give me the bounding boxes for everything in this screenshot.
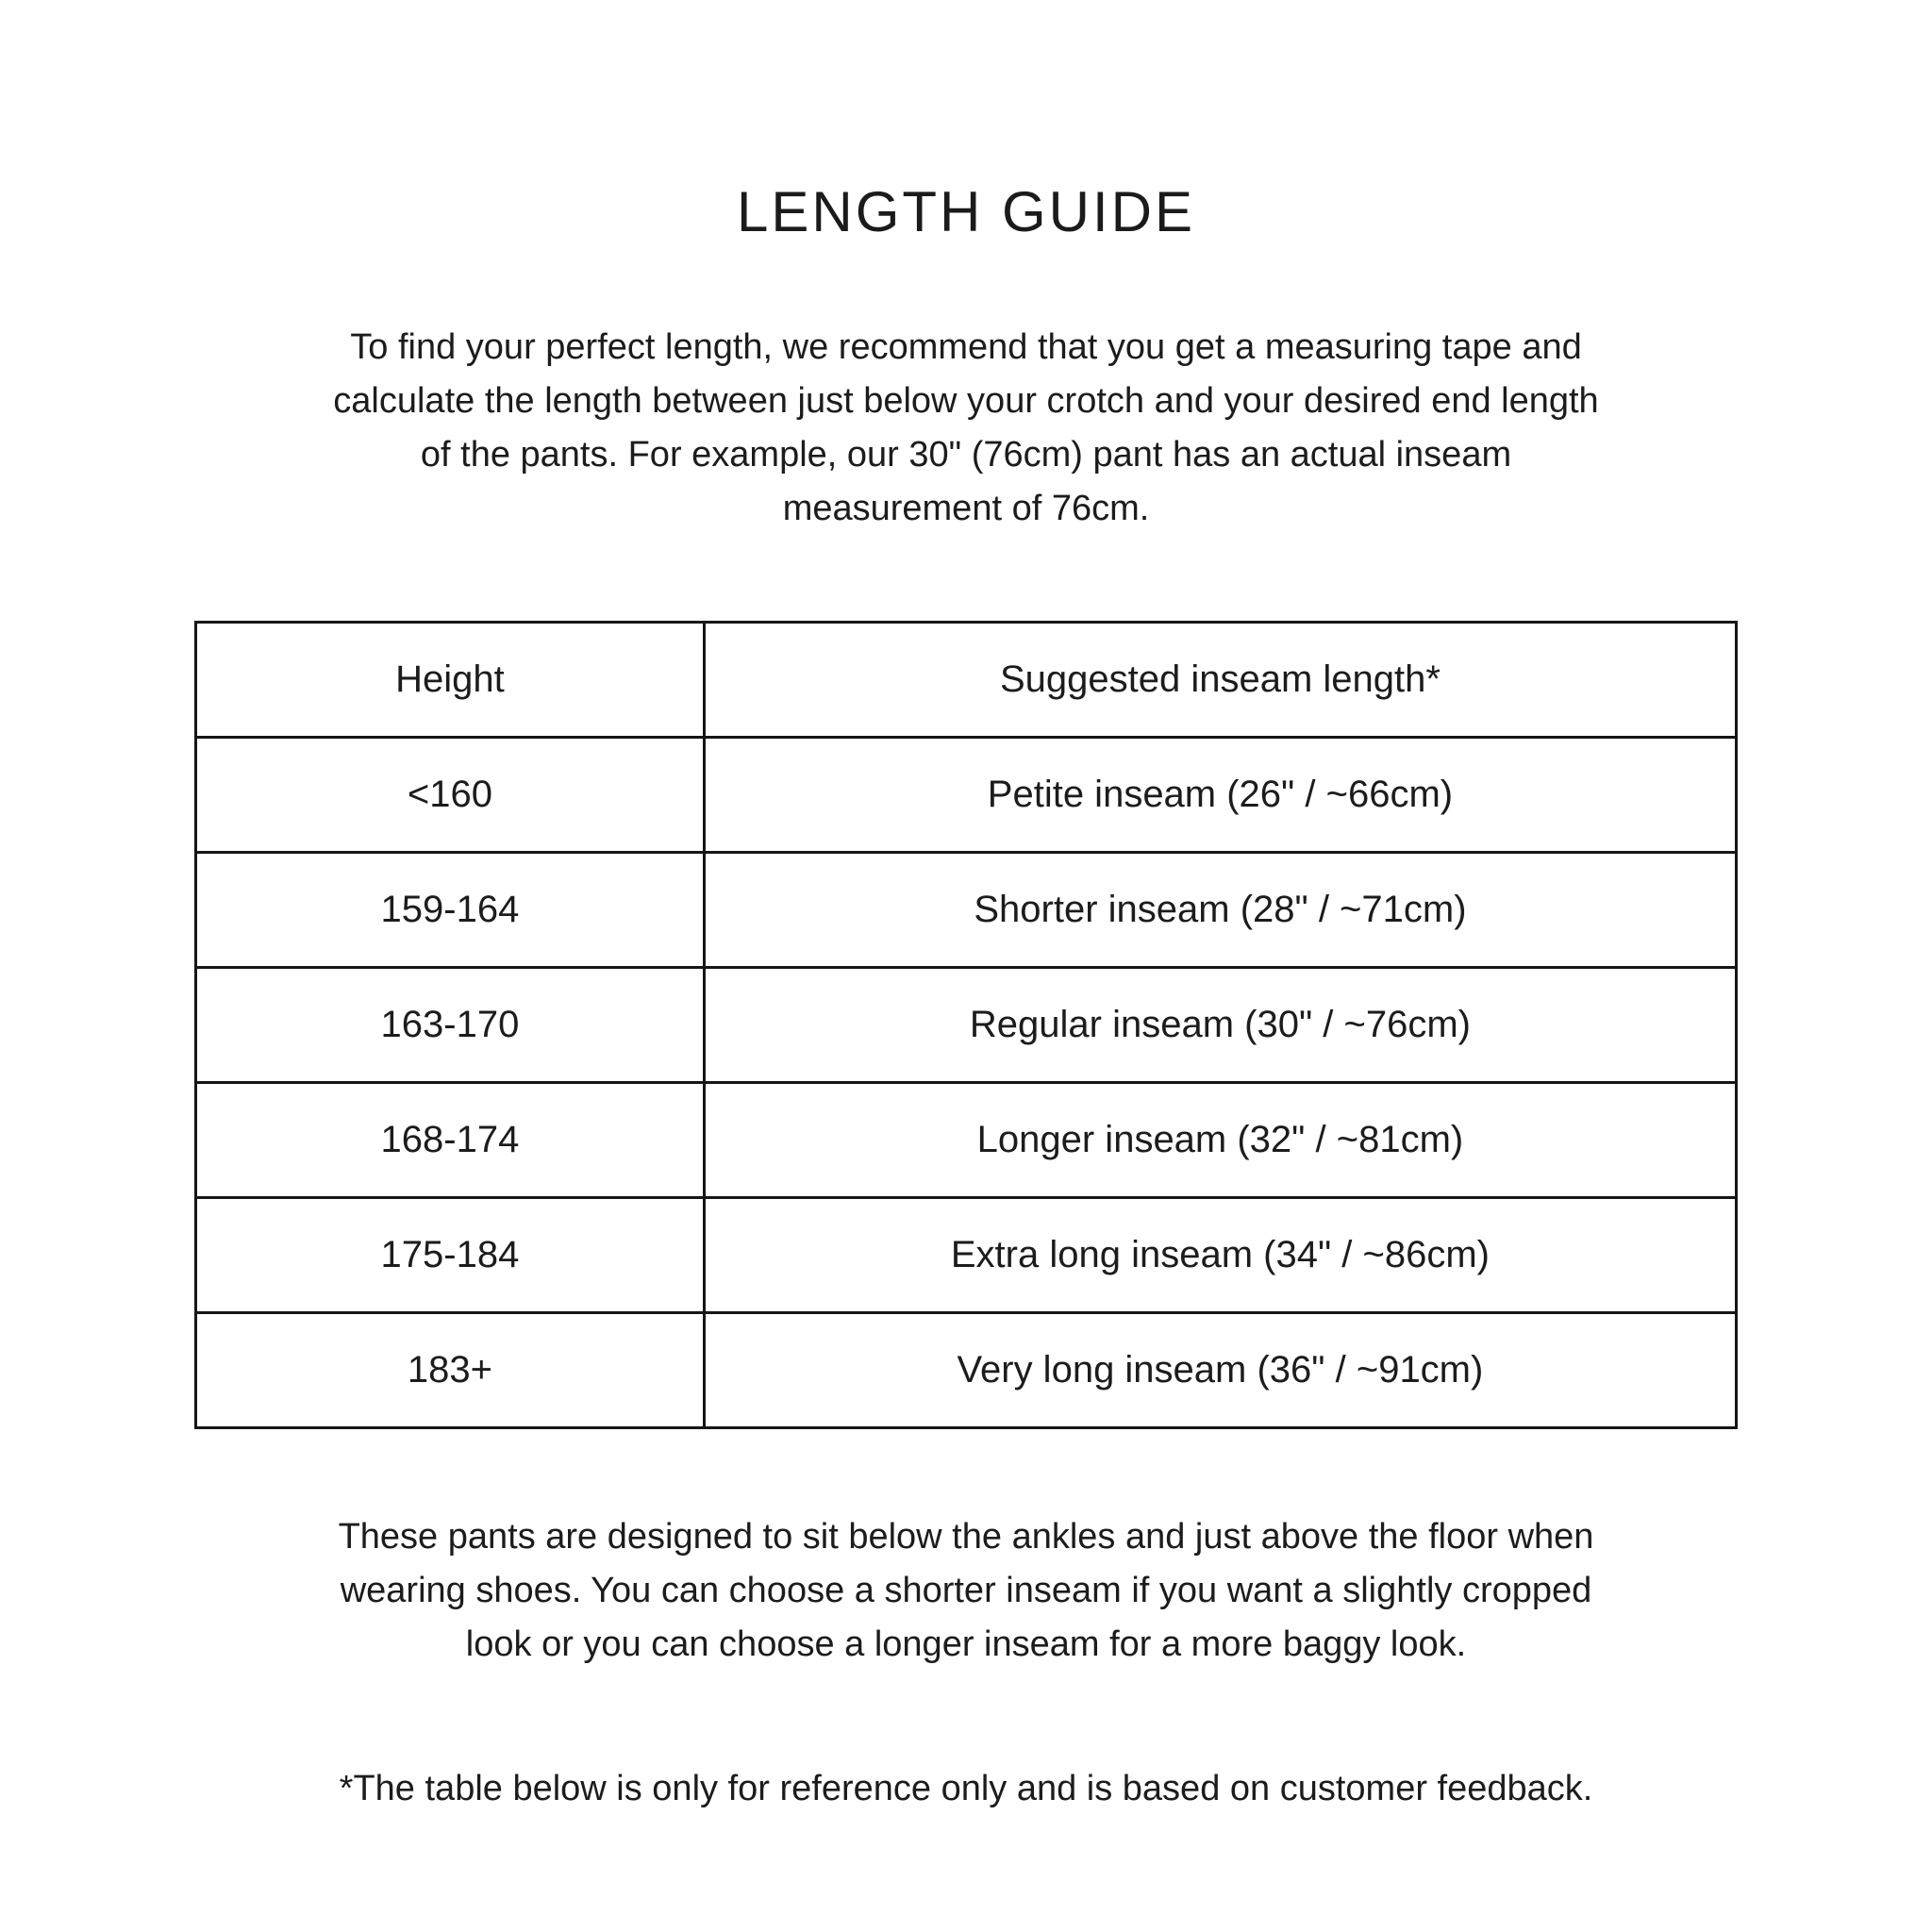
intro-line: calculate the length between just below your crotch and your desired end length <box>333 381 1599 421</box>
intro-line: measurement of 76cm. <box>782 489 1150 528</box>
note-line: look or you can choose a longer inseam for a more baggy look. <box>465 1624 1467 1664</box>
height-cell: 168-174 <box>196 1083 705 1198</box>
header-height: Height <box>196 623 705 738</box>
height-cell: 175-184 <box>196 1198 705 1313</box>
inseam-cell: Petite inseam (26" / ~66cm) <box>704 738 1736 853</box>
table-row <box>196 853 1737 968</box>
header-suggested-inseam: Suggested inseam length* <box>704 623 1736 738</box>
height-cell: 163-170 <box>196 968 705 1083</box>
inseam-cell: Regular inseam (30" / ~76cm) <box>704 968 1736 1083</box>
note-line: These pants are designed to sit below the ankles and just above the floor when <box>338 1517 1594 1557</box>
intro-line: of the pants. For example, our 30" (76cm) pant has an actual inseam <box>420 435 1512 475</box>
table-row <box>196 1313 1737 1428</box>
reference-footnote: *The table below is only for reference only and is based on customer feedback. <box>339 1769 1593 1808</box>
table-header-row <box>196 623 1737 738</box>
table-row <box>196 738 1737 853</box>
inseam-cell: Longer inseam (32" / ~81cm) <box>704 1083 1736 1198</box>
table-row <box>196 968 1737 1083</box>
inseam-cell: Extra long inseam (34" / ~86cm) <box>704 1198 1736 1313</box>
table-row <box>196 1198 1737 1313</box>
inseam-length-table <box>194 621 1738 1429</box>
page-title: LENGTH GUIDE <box>736 180 1196 243</box>
height-cell: 183+ <box>196 1313 705 1428</box>
height-cell: 159-164 <box>196 853 705 968</box>
intro-line: To find your perfect length, we recommend that you get a measuring tape and <box>350 327 1582 367</box>
intro-paragraph <box>174 321 1758 536</box>
inseam-cell: Shorter inseam (28" / ~71cm) <box>704 853 1736 968</box>
height-cell: <160 <box>196 738 705 853</box>
note-line: wearing shoes. You can choose a shorter inseam if you want a slightly cropped <box>340 1571 1592 1610</box>
inseam-cell: Very long inseam (36" / ~91cm) <box>704 1313 1736 1428</box>
fit-note-paragraph <box>183 1510 1749 1672</box>
table-row <box>196 1083 1737 1198</box>
